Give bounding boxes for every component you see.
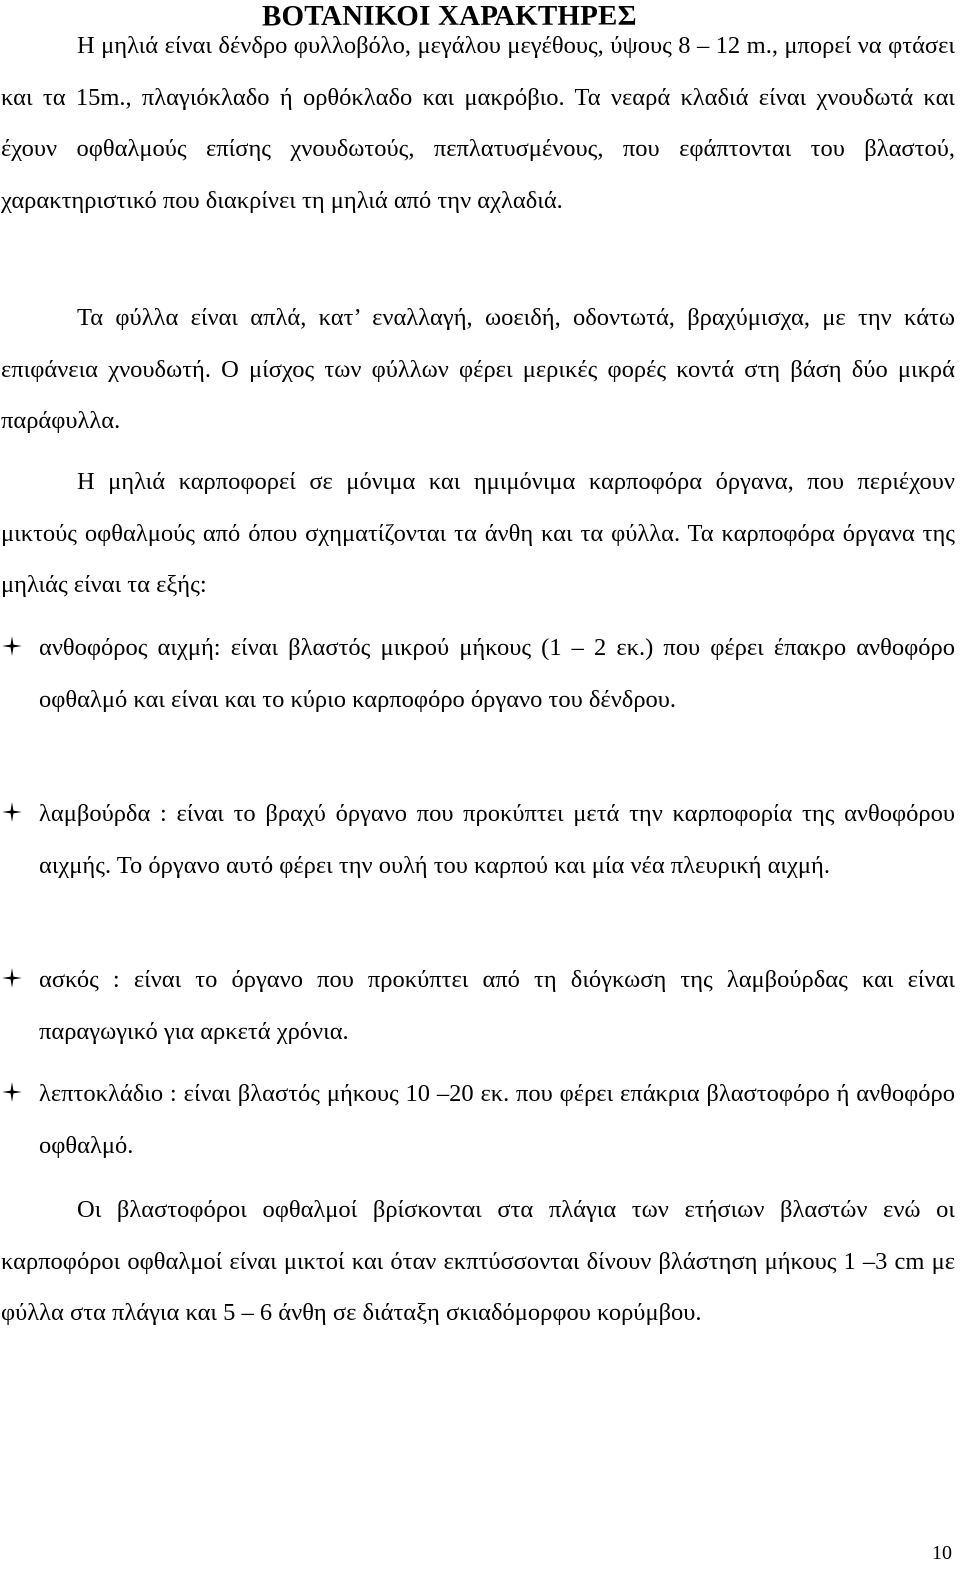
section-heading: ΒΟΤΑΝΙΚΟΙ ΧΑΡΑΚΤΗΡΕΣ xyxy=(262,0,637,32)
bullet-text: ανθοφόρος αιχμή: είναι βλαστός μικρού μήκους (1 – 2 εκ.) που φέρει έπακρο ανθοφόρο οφθαλμό και είναι και το κύριο καρποφόρο όργανο του δένδρου. xyxy=(39,634,955,713)
four-point-star-icon xyxy=(1,1081,23,1103)
four-point-star-icon xyxy=(1,967,23,989)
paragraph-closing: Οι βλαστοφόροι οφθαλμοί βρίσκονται στα πλάγια των ετήσιων βλαστών ενώ οι καρποφόροι οφθαλμοί είναι μικτοί και όταν εκπτύσσονται δίνουν βλάστηση μήκους 1 –3 cm με φύλλα στα πλάγια και 5 – 6 άνθη σε διάταξη σκιαδόμορφου κορύμβου. xyxy=(1,1196,955,1326)
paragraph-leaves: Τα φύλλα είναι απλά, κατ’ εναλλαγή, ωοειδή, οδοντωτά, βραχύμισχα, με την κάτω επιφάνεια χνουδωτή. Ο μίσχος των φύλλων φέρει μερικές φορές κοντά στη βάση δύο μικρά παράφυλλα. xyxy=(1,304,955,434)
four-point-star-icon xyxy=(1,635,23,657)
bullet-text: ασκός : είναι το όργανο που προκύπτει από τη διόγκωση της λαμβούρδας και είναι παραγωγικό για αρκετά χρόνια. xyxy=(39,966,955,1045)
four-point-star-icon xyxy=(1,801,23,823)
bullet-text: λαμβούρδα : είναι το βραχύ όργανο που προκύπτει μετά την καρποφορία της ανθοφόρου αιχμής. Το όργανο αυτό φέρει την ουλή του καρπού και μία νέα πλευρική αιχμή. xyxy=(39,800,955,879)
page-number: 10 xyxy=(932,1542,952,1564)
paragraph-description: Η μηλιά είναι δένδρο φυλλοβόλο, μεγάλου μεγέθους, ύψους 8 – 12 m., μπορεί να φτάσει και τα 15m., πλαγιόκλαδο ή ορθόκλαδο και μακρόβιο. Τα νεαρά κλαδιά είναι χνουδωτά και έχουν οφθαλμούς επίσης χνουδωτούς, πεπλατυσμένους, που εφάπτονται του βλαστού, χαρακτηριστικό που διακρίνει τη μηλιά από την αχλαδιά. xyxy=(1,32,955,214)
paragraph-fruiting-organs: Η μηλιά καρποφορεί σε μόνιμα και ημιμόνιμα καρποφόρα όργανα, που περιέχουν μικτούς οφθαλμούς από όπου σχηματίζονται τα άνθη και τα φύλλα. Τα καρποφόρα όργανα της μηλιάς είναι τα εξής: xyxy=(1,468,955,598)
bullet-text: λεπτοκλάδιο : είναι βλαστός μήκους 10 –20 εκ. που φέρει επάκρια βλαστοφόρο ή ανθοφόρο οφθαλμό. xyxy=(39,1080,955,1159)
